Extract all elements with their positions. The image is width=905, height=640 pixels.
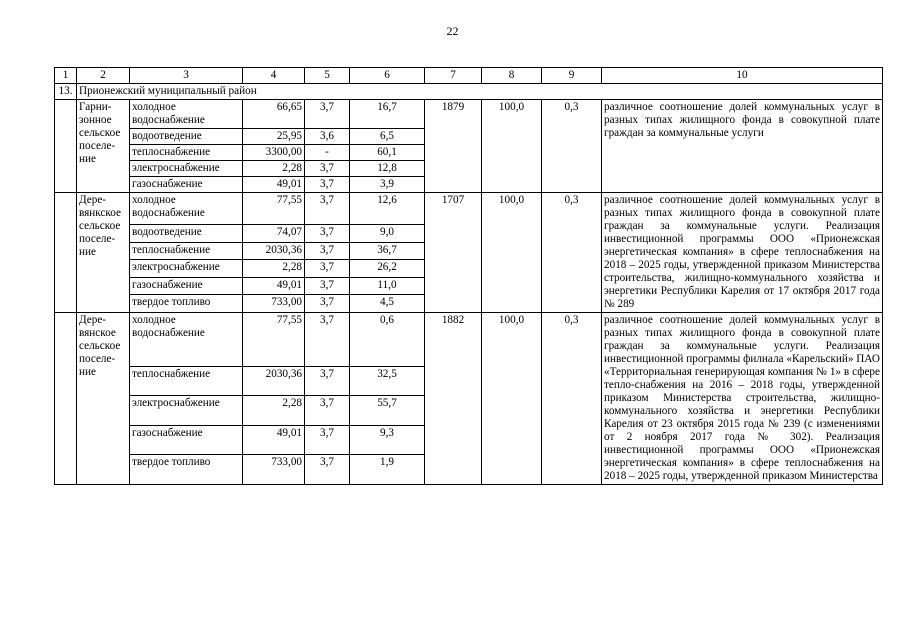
share-cell: 0,6 — [350, 313, 425, 367]
tariff-cell: 2,28 — [243, 161, 305, 177]
table-row — [55, 313, 883, 367]
index-cell: 3,7 — [305, 161, 350, 177]
index-cell: 3,7 — [305, 224, 350, 242]
tariff-table — [54, 67, 883, 485]
index-cell: 3,7 — [305, 425, 350, 455]
service-cell: водоотведение — [130, 224, 243, 242]
settlement-cell — [77, 100, 130, 193]
deviation-cell: 0,3 — [542, 100, 602, 193]
column-header: 6 — [350, 68, 425, 84]
tariff-cell: 2,28 — [243, 396, 305, 426]
tariff-cell: 2030,36 — [243, 242, 305, 260]
service-cell: электроснабжение — [130, 396, 243, 426]
service-cell: холодное водоснабжение — [130, 313, 243, 367]
index-cell: 3,7 — [305, 396, 350, 426]
index-cell: 3,7 — [305, 313, 350, 367]
tariff-cell: 77,55 — [243, 193, 305, 225]
service-cell: газоснабжение — [130, 177, 243, 193]
column-header: 1 — [55, 68, 77, 84]
justification-note: различное соотношение долей коммунальных услуг в разных типах жилищного фонда в совокупной плате граждан за коммунальные услуги. Реализация инвестиционной программы ООО «Прионежская энергетическая компания» в сфере теплоснабжения на 2018 – 2025 годы, утвержденной приказом Министерства строительства, жилищно-коммунального хозяйства и энергетики Республики Карелия от 17 октября 2017 года № 289 — [602, 193, 883, 313]
settlement-cell — [77, 313, 130, 485]
service-cell: твердое топливо — [130, 455, 243, 485]
tariff-cell: 49,01 — [243, 425, 305, 455]
share-cell: 3,9 — [350, 177, 425, 193]
table-row — [55, 193, 883, 225]
tariff-cell: 2,28 — [243, 260, 305, 278]
share-cell: 26,2 — [350, 260, 425, 278]
share-cell: 12,6 — [350, 193, 425, 225]
percent-cell: 100,0 — [482, 100, 542, 193]
column-header: 4 — [243, 68, 305, 84]
index-cell: 3,7 — [305, 277, 350, 295]
service-cell: теплоснабжение — [130, 366, 243, 396]
service-cell: холодное водоснабжение — [130, 193, 243, 225]
share-cell: 9,0 — [350, 224, 425, 242]
tariff-cell: 25,95 — [243, 129, 305, 145]
section-row — [55, 84, 883, 100]
column-header: 5 — [305, 68, 350, 84]
page-number: 22 — [446, 24, 459, 38]
column-header: 9 — [542, 68, 602, 84]
share-cell: 60,1 — [350, 145, 425, 161]
index-cell: 3,7 — [305, 295, 350, 313]
share-cell: 9,3 — [350, 425, 425, 455]
service-cell: газоснабжение — [130, 425, 243, 455]
service-cell: водоотведение — [130, 129, 243, 145]
share-cell: 55,7 — [350, 396, 425, 426]
population-cell: 1879 — [425, 100, 482, 193]
service-cell: твердое топливо — [130, 295, 243, 313]
service-cell: газоснабжение — [130, 277, 243, 295]
service-cell: электроснабжение — [130, 161, 243, 177]
column-number-row — [55, 68, 883, 84]
tariff-cell: 74,07 — [243, 224, 305, 242]
tariff-cell: 733,00 — [243, 455, 305, 485]
empty-number-cell — [55, 193, 77, 313]
share-cell: 12,8 — [350, 161, 425, 177]
index-cell: 3,7 — [305, 260, 350, 278]
settlement-name: Дере- вянское сельское поселе- ние — [79, 314, 121, 378]
service-cell: холодное водоснабжение — [130, 100, 243, 129]
deviation-cell: 0,3 — [542, 313, 602, 485]
index-cell: 3,7 — [305, 455, 350, 485]
tariff-cell: 49,01 — [243, 277, 305, 295]
index-cell: 3,7 — [305, 177, 350, 193]
settlement-name: Дере- вянкское сельское поселе- ние — [79, 194, 121, 258]
share-cell: 36,7 — [350, 242, 425, 260]
section-title: Прионежский муниципальный район — [77, 84, 883, 100]
population-cell: 1882 — [425, 313, 482, 485]
share-cell: 6,5 — [350, 129, 425, 145]
empty-number-cell — [55, 100, 77, 193]
index-cell: 3,6 — [305, 129, 350, 145]
table-row — [55, 100, 883, 129]
section-number: 13. — [55, 84, 77, 100]
tariff-cell: 77,55 — [243, 313, 305, 367]
service-cell: электроснабжение — [130, 260, 243, 278]
share-cell: 16,7 — [350, 100, 425, 129]
share-cell: 32,5 — [350, 366, 425, 396]
index-cell: 3,7 — [305, 366, 350, 396]
percent-cell: 100,0 — [482, 193, 542, 313]
tariff-cell: 66,65 — [243, 100, 305, 129]
share-cell: 11,0 — [350, 277, 425, 295]
justification-note: различное соотношение долей коммунальных услуг в разных типах жилищного фонда в совокупной плате граждан за коммунальные услуги — [602, 100, 883, 193]
tariff-cell: 733,00 — [243, 295, 305, 313]
index-cell: 3,7 — [305, 193, 350, 225]
settlement-name: Гарни- зонное сельское поселе- ние — [79, 101, 121, 165]
index-cell: 3,7 — [305, 100, 350, 129]
settlement-cell — [77, 193, 130, 313]
column-header: 2 — [77, 68, 130, 84]
tariff-cell: 3300,00 — [243, 145, 305, 161]
column-header: 10 — [602, 68, 883, 84]
share-cell: 1,9 — [350, 455, 425, 485]
justification-note: различное соотношение долей коммунальных услуг в разных типах жилищного фонда в совокупной плате граждан за коммунальные услуги. Реализация инвестиционной программы филиала «Карельский» ПАО «Территориальная генерирующая компания № 1» в сфере тепло-снабжения на 2016 – 2018 годы, утвержденной приказом Министерства строительства, жилищно-коммунального хозяйства и энергетики Республики Карелия от 23 октября 2015 года № 239 (с изменениями от 2 ноября 2017 года № 302). Реализация инвестиционной программы ООО «Прионежская энергетическая компания» в сфере теплоснабжения на 2018 – 2025 годы, утвержденной приказом Министерства — [602, 313, 883, 485]
column-header: 3 — [130, 68, 243, 84]
column-header: 8 — [482, 68, 542, 84]
population-cell: 1707 — [425, 193, 482, 313]
tariff-cell: 49,01 — [243, 177, 305, 193]
index-cell: - — [305, 145, 350, 161]
service-cell: теплоснабжение — [130, 242, 243, 260]
share-cell: 4,5 — [350, 295, 425, 313]
service-cell: теплоснабжение — [130, 145, 243, 161]
empty-number-cell — [55, 313, 77, 485]
column-header: 7 — [425, 68, 482, 84]
deviation-cell: 0,3 — [542, 193, 602, 313]
index-cell: 3,7 — [305, 242, 350, 260]
percent-cell: 100,0 — [482, 313, 542, 485]
tariff-cell: 2030,36 — [243, 366, 305, 396]
